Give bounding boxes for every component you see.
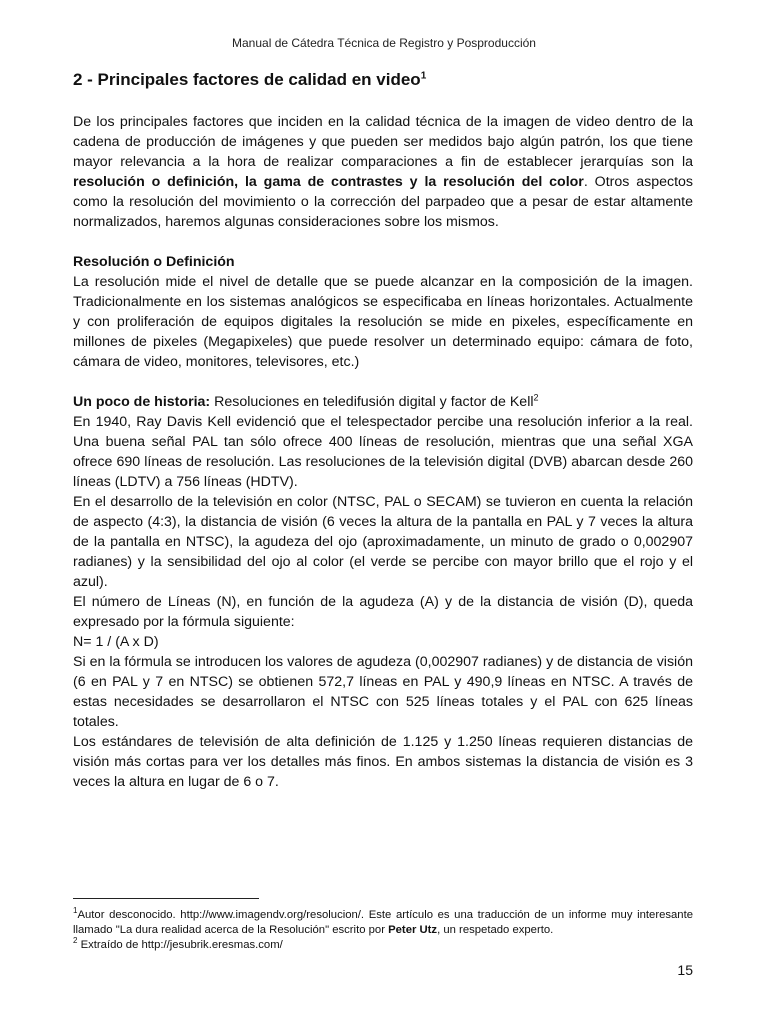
history-heading xyxy=(73,392,693,412)
history-paragraph-1: En 1940, Ray Davis Kell evidenció que el telespectador percibe una resolución inferior a la real. Una buena señal PAL tan sólo ofrece 400 líneas de resolución, mientras que una señal XGA ofrece 690 líneas de resolución. Las resoluciones de la televisión digital (DVB) abarcan desde 260 líneas (LDTV) a 756 líneas (HDTV). xyxy=(73,414,693,490)
section-title-text: 2 - Principales factores de calidad en video xyxy=(73,70,421,89)
main-content xyxy=(73,68,693,792)
footnote-2-text: Extraído de http://jesubrik.eresmas.com/ xyxy=(77,939,283,951)
footnote-ref-1[interactable]: 1 xyxy=(420,70,427,82)
footnote-ref-2[interactable]: 2 xyxy=(533,392,539,403)
intro-bold-text: resolución o definición, la gama de contrastes y la resolución del color xyxy=(73,174,584,190)
page-number: 15 xyxy=(677,962,693,978)
history-paragraph-3: El número de Líneas (N), en función de la agudeza (A) y de la distancia de visión (D), queda expresado por la fórmula siguiente: xyxy=(73,594,693,630)
history-paragraph-5: Los estándares de televisión de alta definición de 1.125 y 1.250 líneas requieren distancias de visión más cortas para ver los detalles más finos. En ambos sistemas la distancia de visión es 3 veces la altura en lugar de 6 o 7. xyxy=(73,734,693,790)
running-header: Manual de Cátedra Técnica de Registro y Posproducción xyxy=(232,36,536,50)
intro-text-a: De los principales factores que inciden en la calidad técnica de la imagen de video dentro de la cadena de producción de imágenes y que pueden ser medidos bajo algún patrón, los que tiene mayor relevancia a la hora de realizar comparaciones a fin de establecer jerarquías son la xyxy=(73,114,693,170)
history-lead: Un poco de historia: xyxy=(73,394,211,410)
section-title xyxy=(73,68,693,92)
history-subtitle: Resoluciones en teledifusión digital y factor de Kell xyxy=(210,394,534,410)
resolution-paragraph: La resolución mide el nivel de detalle que se puede alcanzar en la composición de la imagen. Tradicionalmente en los sistemas analógicos se especificaba en líneas horizontales. Actualmente y con proliferación de equipos digitales la resolución se mide en pixeles, específicamente en millones de pixeles (Megapixeles) que puede resolver un determinado equipo: cámara de foto, cámara de video, monitores, televisores, etc.) xyxy=(73,274,693,370)
footnote-1-text-a: Autor desconocido. http://www.imagendv.org/resolucion/. Este artículo es una traducción de un informe muy interesante llamado "La dura realidad acerca de la Resolución" escrito por xyxy=(73,909,693,936)
footnote-divider xyxy=(73,898,259,899)
formula: N= 1 / (A x D) xyxy=(73,634,159,650)
footnote-1-text-b: , un respetado experto. xyxy=(437,924,554,936)
footnote-1-author: Peter Utz xyxy=(388,924,438,936)
footnote-1-mark: 1 xyxy=(73,906,78,916)
footnote-2-mark: 2 xyxy=(73,936,78,946)
history-paragraph-4: Si en la fórmula se introducen los valores de agudeza (0,002907 radianes) y de distancia de visión (6 en PAL y 7 en NTSC) se obtienen 572,7 líneas en PAL y 490,9 líneas en NTSC. A través de estas necesidades se desarrollaron el NTSC con 525 líneas totales y el PAL con 625 líneas totales. xyxy=(73,654,693,730)
intro-paragraph xyxy=(73,112,693,232)
intro-text-b: . Otros aspectos como la resolución del movimiento o la corrección del parpadeo que a pesar de estar altamente normalizados, haremos algunas consideraciones sobre los mismos. xyxy=(73,174,694,230)
footnote-2 xyxy=(73,938,693,953)
footnotes xyxy=(73,908,693,953)
resolution-heading: Resolución o Definición xyxy=(73,254,235,270)
footnote-1 xyxy=(73,908,693,938)
history-paragraph-2: En el desarrollo de la televisión en color (NTSC, PAL o SECAM) se tuvieron en cuenta la relación de aspecto (4:3), la distancia de visión (6 veces la altura de la pantalla en PAL y 7 veces la altura de la pantalla en NTSC), la agudeza del ojo (aproximadamente, un minuto de grado o 0,002907 radianes) y la sensibilidad del ojo al color (el verde se percibe con mayor brillo que el rojo y el azul). xyxy=(73,494,693,590)
